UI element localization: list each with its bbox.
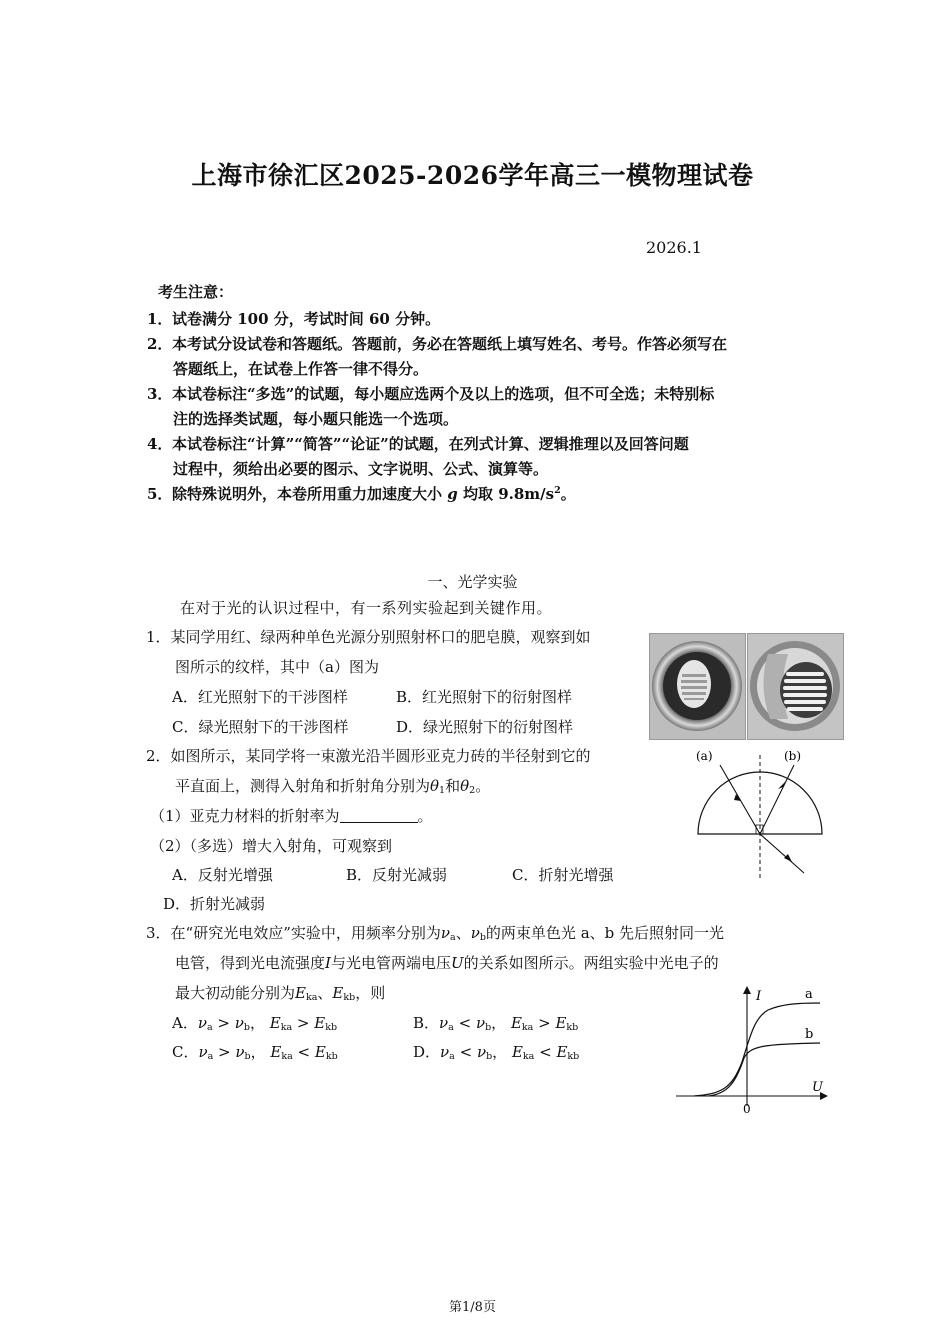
notice-item-4-cont: 过程中，须给出必要的图示、文字说明、公式、演算等。	[173, 460, 549, 478]
q1-line2: 图所示的纹样，其中（a）图为	[175, 658, 379, 676]
i-axis-arrow	[743, 986, 751, 994]
notice-heading: 考生注意：	[158, 283, 234, 301]
q2-sub2: （2）（多选）增大入射角，可观察到	[150, 837, 393, 855]
exam-date: 2026.1	[646, 238, 702, 257]
fringe-photo-b	[747, 633, 844, 740]
q2-option-b: B．反射光减弱	[346, 866, 448, 884]
curve-b-label: b	[805, 1027, 814, 1042]
q2-option-d: D．折射光减弱	[163, 895, 266, 913]
refracted-arrow	[784, 854, 792, 862]
q2-line2: 平直面上，测得入射角和折射角分别为$\theta_1$和$\theta_2$。	[175, 777, 491, 796]
q2-option-c: C．折射光增强	[512, 866, 614, 884]
q1-line1: 1．某同学用红、绿两种单色光源分别照射杯口的肥皂膜，观察到如	[146, 628, 591, 646]
reflected-ray	[760, 765, 794, 834]
notice-item-2: 2．本考试分设试卷和答题纸。答题前，务必在答题纸上填写姓名、考号。作答必须写在	[147, 335, 728, 353]
fig-label-a: (a)	[696, 749, 713, 763]
i-axis-label: I	[756, 989, 762, 1004]
fringe-photo-a	[649, 633, 746, 740]
q2-sub1: （1）亚克力材料的折射率为 。	[150, 807, 433, 825]
q3-option-a: A．$\nu_a > \nu_b$， $E_{ka} > E_{kb}$	[172, 1014, 338, 1033]
q3-line3: 最大初动能分别为$E_{ka}$、$E_{kb}$，则	[175, 984, 386, 1003]
origin-label: 0	[743, 1102, 751, 1116]
page-footer: 第1/8页	[449, 1300, 496, 1315]
refraction-diagram	[680, 745, 830, 885]
section-title: 一、光学实验	[427, 573, 518, 591]
notice-item-2-cont: 答题纸上，在试卷上作答一律不得分。	[173, 360, 429, 378]
refracted-ray	[760, 834, 804, 873]
answer-blank[interactable]	[340, 808, 418, 823]
notice-item-4: 4．本试卷标注“计算”“简答”“论证”的试题，在列式计算、逻辑推理以及回答问题	[147, 435, 689, 453]
notice-item-3-cont: 注的选择类试题，每小题只能选一个选项。	[173, 410, 459, 428]
notice-item-3: 3．本试卷标注“多选”的试题，每小题应选两个及以上的选项，但不可全选；未特别标	[147, 385, 715, 403]
iu-graph	[672, 982, 832, 1117]
page-title: 上海市徐汇区2025-2026学年高三一模物理试卷	[191, 161, 754, 190]
section-intro: 在对于光的认识过程中，有一系列实验起到关键作用。	[180, 599, 553, 617]
q1-option-a: A．红光照射下的干涉图样	[172, 688, 348, 706]
notice-item-5: 5．除特殊说明外，本卷所用重力加速度大小 g 均取 $9.8m/s^2$。	[147, 485, 576, 503]
curve-a	[694, 1003, 820, 1096]
notice-item-1: 1．试卷满分 100 分，考试时间 60 分钟。	[147, 310, 441, 328]
q3-option-c: C．$\nu_a > \nu_b$， $E_{ka} < E_{kb}$	[172, 1043, 338, 1062]
q3-option-b: B．$\nu_a < \nu_b$， $E_{ka} > E_{kb}$	[413, 1014, 579, 1033]
q2-line1: 2．如图所示，某同学将一束激光沿半圆形亚克力砖的半径射到它的	[146, 747, 591, 765]
reflected-arrow	[778, 781, 786, 789]
u-axis-label: U	[812, 1080, 823, 1095]
q1-option-b: B．红光照射下的衍射图样	[396, 688, 573, 706]
q3-option-d: D．$\nu_a < \nu_b$， $E_{ka} < E_{kb}$	[413, 1043, 580, 1062]
q3-line1: 3．在“研究光电效应”实验中，用频率分别为$\nu_a$、$\nu_b$的两束单色光 a、b 先后照射同一光	[146, 924, 725, 943]
q1-option-d: D．绿光照射下的衍射图样	[396, 718, 574, 736]
curve-a-label: a	[805, 987, 813, 1002]
q3-line2: 电管，得到光电流强度I与光电管两端电压U的关系如图所示。两组实验中光电子的	[175, 954, 719, 972]
q1-option-c: C．绿光照射下的干涉图样	[172, 718, 349, 736]
fig-label-b: (b)	[784, 749, 802, 763]
q2-option-a: A．反射光增强	[172, 866, 273, 884]
